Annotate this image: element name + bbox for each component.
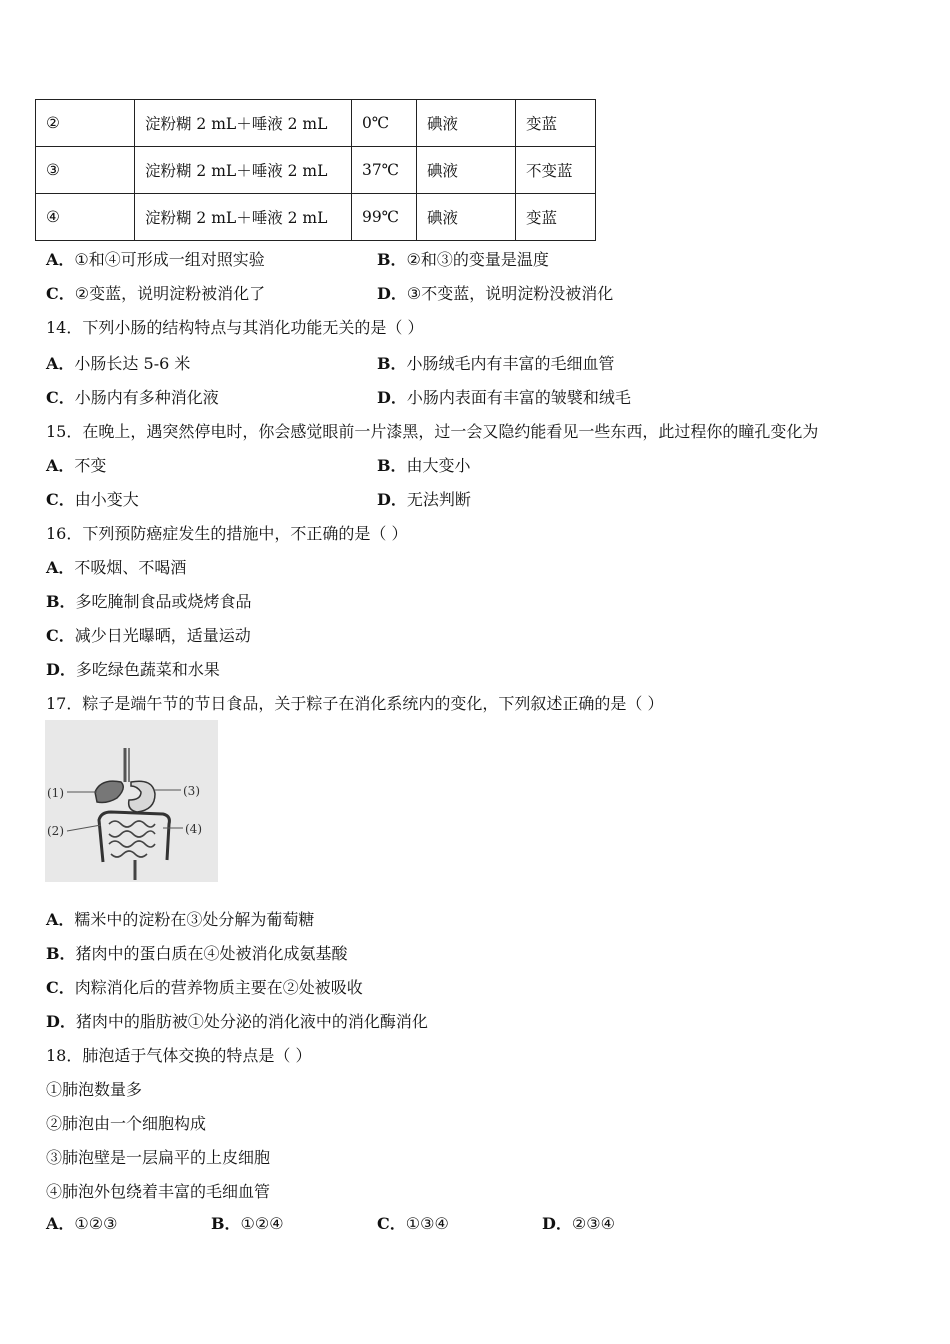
option-label: D． (46, 660, 76, 679)
q16-option-d[interactable] (46, 657, 220, 680)
table-cell: ④ (36, 194, 135, 241)
q18-item: ④肺泡外包绕着丰富的毛细血管 (46, 1182, 271, 1201)
option-label: D． (542, 1214, 572, 1233)
table-row (36, 100, 596, 147)
q14-option-b[interactable] (377, 351, 615, 374)
option-label: C． (46, 978, 75, 997)
option-label: C． (46, 388, 75, 407)
option-label: B． (377, 456, 407, 475)
digestive-system-figure (45, 720, 218, 882)
option-text: 猪肉中的脂肪被①处分泌的消化液中的消化酶消化 (75, 1012, 428, 1031)
option-label: D． (377, 490, 407, 509)
figure-label-4: (4) (185, 822, 202, 836)
option-text: 小肠绒毛内有丰富的毛细血管 (406, 354, 615, 373)
option-label: A． (46, 456, 75, 475)
q17-stem: 17．粽子是端午节的节日食品，关于粽子在消化系统内的变化，下列叙述正确的是（ ） (46, 694, 664, 713)
option-label: C． (46, 490, 75, 509)
option-text: 由小变大 (74, 490, 139, 509)
q17-option-c[interactable] (46, 975, 363, 998)
q16-option-b[interactable] (46, 589, 252, 612)
table-cell: 37℃ (352, 147, 417, 194)
q17-option-a[interactable] (46, 907, 314, 930)
option-label: A． (46, 250, 75, 269)
option-text: ①和④可形成一组对照实验 (74, 250, 265, 269)
table-row (36, 194, 596, 241)
q15-option-b[interactable] (377, 453, 471, 476)
option-label: C． (46, 284, 75, 303)
q13-option-b[interactable] (377, 247, 549, 270)
q18-option-a[interactable] (46, 1211, 117, 1234)
option-label: B． (377, 354, 407, 373)
option-text: 减少日光曝晒，适量运动 (74, 626, 251, 645)
q18-item: ②肺泡由一个细胞构成 (46, 1114, 207, 1133)
figure-label-1: (1) (47, 786, 64, 800)
q13-option-d[interactable] (377, 281, 613, 304)
option-text: ②变蓝，说明淀粉被消化了 (74, 284, 266, 303)
table-cell: 0℃ (352, 100, 417, 147)
q15-option-a[interactable] (46, 453, 106, 476)
table-cell: 淀粉糊 2 mL＋唾液 2 mL (135, 194, 352, 241)
option-text: ①②③ (74, 1214, 118, 1233)
table-cell: 淀粉糊 2 mL＋唾液 2 mL (135, 147, 352, 194)
q18-item: ③肺泡壁是一层扁平的上皮细胞 (46, 1148, 271, 1167)
option-text: 多吃绿色蔬菜和水果 (75, 660, 220, 679)
table-row (36, 147, 596, 194)
option-text: 肉粽消化后的营养物质主要在②处被吸收 (74, 978, 363, 997)
option-text: 不变 (74, 456, 107, 475)
option-label: B． (377, 250, 407, 269)
option-label: B． (211, 1214, 241, 1233)
option-text: ③不变蓝，说明淀粉没被消化 (406, 284, 614, 303)
option-label: D． (377, 388, 407, 407)
option-text: ①③④ (405, 1214, 449, 1233)
option-text: 糯米中的淀粉在③处分解为葡萄糖 (74, 910, 315, 929)
option-text: 由大变小 (406, 456, 471, 475)
table-cell: 淀粉糊 2 mL＋唾液 2 mL (135, 100, 352, 147)
q18-option-d[interactable] (542, 1211, 615, 1234)
q16-option-c[interactable] (46, 623, 251, 646)
q15-stem: 15．在晚上，遇突然停电时，你会感觉眼前一片漆黑，过一会又隐约能看见一些东西，此过程你的瞳孔变化为 (46, 422, 819, 441)
table-cell: 碘液 (417, 100, 516, 147)
option-text: 不吸烟、不喝酒 (74, 558, 187, 577)
option-label: A． (46, 1214, 75, 1233)
option-text: 猪肉中的蛋白质在④处被消化成氨基酸 (75, 944, 348, 963)
option-label: A． (46, 558, 75, 577)
option-text: 多吃腌制食品或烧烤食品 (75, 592, 252, 611)
option-label: A． (46, 354, 75, 373)
q18-stem: 18．肺泡适于气体交换的特点是（ ） (46, 1046, 312, 1065)
q16-option-a[interactable] (46, 555, 186, 578)
q17-option-b[interactable] (46, 941, 348, 964)
q15-option-d[interactable] (377, 487, 471, 510)
option-text: 小肠内有多种消化液 (74, 388, 219, 407)
figure-label-2: (2) (47, 824, 64, 838)
digestive-system-diagram (45, 720, 218, 882)
q16-stem: 16．下列预防癌症发生的措施中，不正确的是（ ） (46, 524, 408, 543)
option-label: B． (46, 592, 76, 611)
option-text: 小肠内表面有丰富的皱襞和绒毛 (406, 388, 631, 407)
table-cell: 99℃ (352, 194, 417, 241)
option-label: D． (46, 1012, 76, 1031)
q14-option-c[interactable] (46, 385, 219, 408)
experiment-table (35, 99, 596, 241)
table-cell: ② (36, 100, 135, 147)
q13-option-c[interactable] (46, 281, 265, 304)
table-cell: 碘液 (417, 147, 516, 194)
table-cell: 碘液 (417, 194, 516, 241)
figure-label-3: (3) (183, 784, 200, 798)
option-text: ①②④ (240, 1214, 284, 1233)
q14-option-a[interactable] (46, 351, 190, 374)
q18-item: ①肺泡数量多 (46, 1080, 143, 1099)
table-cell: 变蓝 (516, 100, 596, 147)
option-label: D． (377, 284, 407, 303)
table-cell: ③ (36, 147, 135, 194)
q18-option-b[interactable] (211, 1211, 284, 1234)
option-label: A． (46, 910, 75, 929)
q13-option-a[interactable] (46, 247, 265, 270)
q14-stem: 14．下列小肠的结构特点与其消化功能无关的是（ ） (46, 318, 424, 337)
q18-option-c[interactable] (377, 1211, 449, 1234)
table-cell: 不变蓝 (516, 147, 596, 194)
option-label: B． (46, 944, 76, 963)
q17-option-d[interactable] (46, 1009, 428, 1032)
q14-option-d[interactable] (377, 385, 631, 408)
option-label: C． (46, 626, 75, 645)
option-text: 无法判断 (406, 490, 471, 509)
table-cell: 变蓝 (516, 194, 596, 241)
option-label: C． (377, 1214, 406, 1233)
option-text: ②和③的变量是温度 (406, 250, 549, 269)
option-text: 小肠长达 5-6 米 (74, 354, 191, 373)
q15-option-c[interactable] (46, 487, 139, 510)
option-text: ②③④ (571, 1214, 615, 1233)
